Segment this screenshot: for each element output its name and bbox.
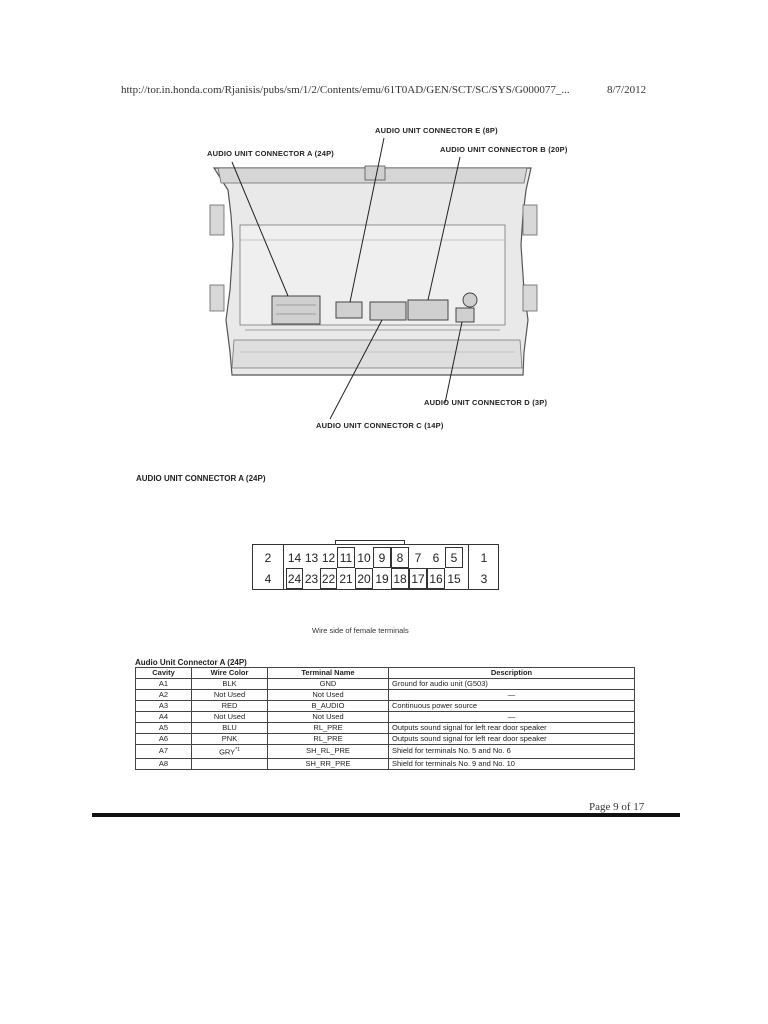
callout-connector-d: AUDIO UNIT CONNECTOR D (3P)	[424, 398, 548, 407]
pin-24: 24	[286, 568, 303, 589]
cell-description: Continuous power source	[389, 701, 635, 712]
table-row	[136, 712, 635, 723]
header-cavity: Cavity	[136, 668, 192, 679]
connector-b-shape	[408, 300, 448, 320]
header-terminal-name: Terminal Name	[268, 668, 389, 679]
pin-12: 12	[321, 550, 336, 565]
cell-description: Ground for audio unit (G503)	[389, 679, 635, 690]
pin-3: 3	[480, 571, 488, 586]
cell-wire-color: BLU	[192, 723, 268, 734]
cell-cavity: A8	[136, 758, 192, 769]
table-title: Audio Unit Connector A (24P)	[135, 658, 247, 667]
cell-description: Outputs sound signal for left rear door speaker	[389, 723, 635, 734]
connector-a-shape	[272, 296, 320, 324]
cell-wire-color	[192, 758, 268, 769]
pin-18: 18	[391, 568, 409, 589]
pin-1: 1	[480, 550, 488, 565]
table-row	[136, 734, 635, 745]
pin-17: 17	[409, 568, 427, 589]
table-header-row	[136, 668, 635, 679]
cell-cavity: A5	[136, 723, 192, 734]
header-description: Description	[389, 668, 635, 679]
cell-terminal-name: Not Used	[268, 690, 389, 701]
pin-23: 23	[304, 571, 319, 586]
callout-connector-c: AUDIO UNIT CONNECTOR C (14P)	[316, 421, 444, 430]
cell-terminal-name: SH_RR_PRE	[268, 758, 389, 769]
callout-connector-a: AUDIO UNIT CONNECTOR A (24P)	[207, 149, 334, 158]
table-row	[136, 745, 635, 759]
pin-15: 15	[447, 571, 461, 586]
bottom-shelf	[232, 340, 522, 368]
connector-a-table	[135, 667, 635, 770]
pin-6: 6	[432, 550, 440, 565]
cell-cavity: A2	[136, 690, 192, 701]
cell-terminal-name: B_AUDIO	[268, 701, 389, 712]
pin-22: 22	[320, 568, 337, 589]
audio-unit-rear-illustration	[0, 0, 768, 470]
cell-description: Outputs sound signal for left rear door speaker	[389, 734, 635, 745]
page-number: Page 9 of 17	[589, 801, 645, 813]
cell-description: —	[389, 712, 635, 723]
connector-a-pinout	[252, 544, 499, 590]
table-row	[136, 690, 635, 701]
cell-terminal-name: RL_PRE	[268, 734, 389, 745]
cell-cavity: A4	[136, 712, 192, 723]
pin-2: 2	[264, 550, 272, 565]
cell-description: —	[389, 690, 635, 701]
pin-5: 5	[445, 547, 463, 568]
table-row	[136, 758, 635, 769]
cell-cavity: A1	[136, 679, 192, 690]
cell-description: Shield for terminals No. 9 and No. 10	[389, 758, 635, 769]
connector-a-section-title: AUDIO UNIT CONNECTOR A (24P)	[136, 474, 266, 483]
header-url: http://tor.in.honda.com/Rjanisis/pubs/sm/1/2/Contents/emu/61T0AD/GEN/SCT/SC/SYS/G000077_...	[121, 84, 570, 96]
cell-cavity: A7	[136, 745, 192, 759]
cell-terminal-name: RL_PRE	[268, 723, 389, 734]
cell-description: Shield for terminals No. 5 and No. 6	[389, 745, 635, 759]
header-date: 8/7/2012	[607, 84, 647, 96]
top-tab	[365, 166, 385, 180]
pin-4: 4	[264, 571, 272, 586]
callout-connector-e: AUDIO UNIT CONNECTOR E (8P)	[375, 126, 498, 135]
pin-7: 7	[414, 550, 422, 565]
connector-e-shape	[336, 302, 362, 318]
header-wire-color: Wire Color	[192, 668, 268, 679]
table-row	[136, 679, 635, 690]
wire-color-value: GRY	[219, 747, 236, 757]
cell-wire-color: Not Used	[192, 690, 268, 701]
locking-tab	[335, 540, 405, 545]
pin-21: 21	[339, 571, 353, 586]
pin-8: 8	[391, 547, 409, 568]
pin-16: 16	[427, 568, 445, 589]
cell-wire-color: RED	[192, 701, 268, 712]
pin-19: 19	[375, 571, 389, 586]
bottom-divider	[92, 813, 680, 817]
cell-cavity: A6	[136, 734, 192, 745]
cell-wire-color: Not Used	[192, 712, 268, 723]
cell-wire-color: PNK	[192, 734, 268, 745]
cell-terminal-name: SH_RL_PRE	[268, 745, 389, 759]
table-row	[136, 723, 635, 734]
pin-9: 9	[373, 547, 391, 568]
pin-14: 14	[287, 550, 302, 565]
cell-terminal-name: GND	[268, 679, 389, 690]
connector-c-shape	[370, 302, 406, 320]
cell-cavity: A3	[136, 701, 192, 712]
pin-10: 10	[357, 550, 371, 565]
pin-20: 20	[355, 568, 373, 589]
cell-wire-color	[192, 745, 268, 759]
table-row	[136, 701, 635, 712]
pin-11: 11	[337, 547, 355, 568]
pin-13: 13	[304, 550, 319, 565]
callout-connector-b: AUDIO UNIT CONNECTOR B (20P)	[440, 145, 568, 154]
pinout-caption: Wire side of female terminals	[312, 626, 409, 635]
wire-color-footnote: *1	[235, 747, 240, 753]
cell-terminal-name: Not Used	[268, 712, 389, 723]
antenna-jack	[463, 293, 477, 307]
connector-d-shape	[456, 308, 474, 322]
cell-wire-color: BLK	[192, 679, 268, 690]
